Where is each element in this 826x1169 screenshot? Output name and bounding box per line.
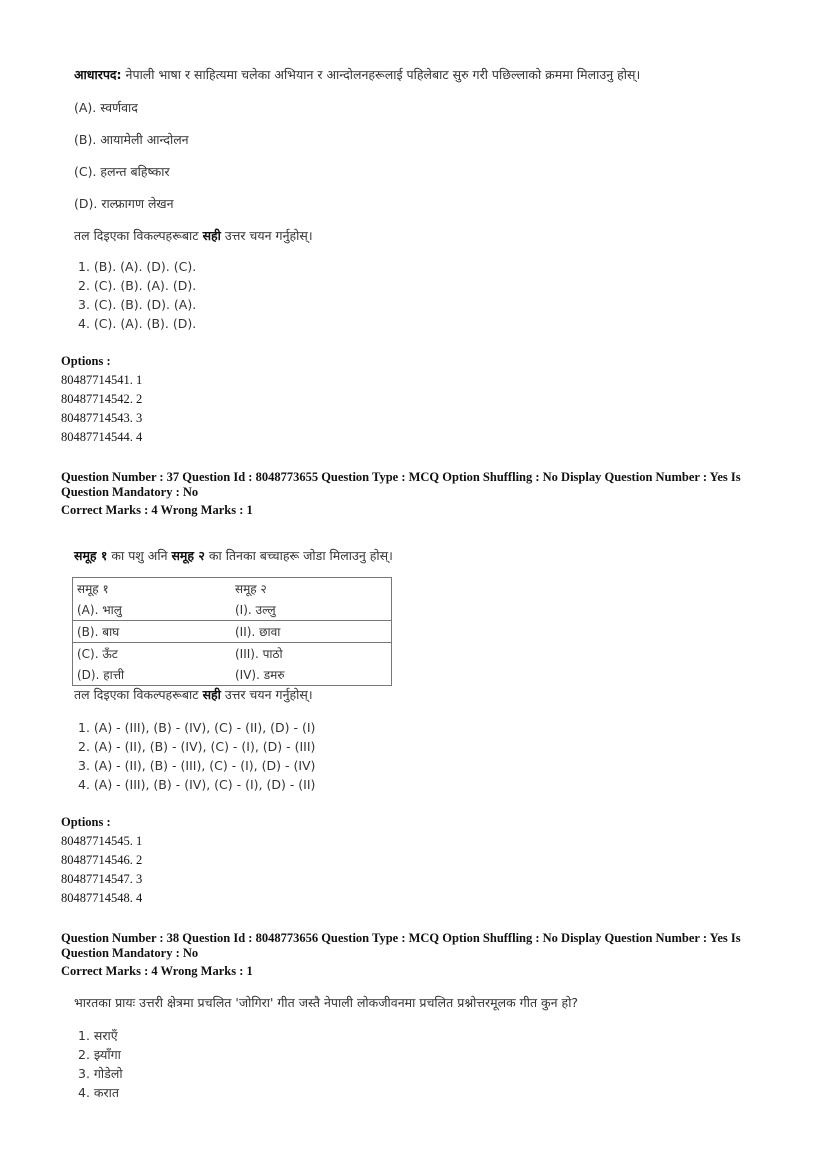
q37-stem-text2: का तिनका बच्चाहरू जोडा मिलाउनु होस्। (204, 548, 393, 563)
q36-stem-text: नेपाली भाषा र साहित्यमा चलेका अभियान र आन्दोलनहरूलाई पहिलेबाट सुरु गरी पछिल्लाको क्रममा मिलाउनु होस्। (121, 67, 641, 82)
q38-meta-line2: Question Mandatory : No (61, 946, 199, 960)
q36-choice-1: 1. (B). (A). (D). (C). (78, 259, 197, 274)
q37-table-head-col1: समूह १ (77, 582, 109, 596)
q36-stem (74, 66, 640, 83)
q37-table-head (73, 578, 392, 600)
q36-options-label: Options : (61, 354, 111, 368)
q38-choice-1: 1. सराएँ (78, 1028, 118, 1043)
q37-meta (61, 470, 761, 518)
q36-option-id-3: 80487714543. 3 (61, 411, 143, 425)
q36-item-c: (C). हलन्त बहिष्कार (74, 164, 170, 179)
q37-options (61, 813, 142, 908)
q37-table-cell: (C). ऊँट (77, 647, 118, 661)
q37-choice-2: 2. (A) - (II), (B) - (IV), (C) - (I), (D) - (III) (78, 739, 316, 754)
q37-table-cell: (IV). डमरु (235, 668, 285, 682)
q37-option-id-1: 80487714545. 1 (61, 834, 143, 848)
q37-option-id-3: 80487714547. 3 (61, 872, 143, 886)
q38-choice-2: 2. झ्याँगा (78, 1047, 121, 1062)
q37-choice-3: 3. (A) - (II), (B) - (III), (C) - (I), (D) - (IV) (78, 758, 316, 773)
q37-stem (74, 547, 393, 564)
q36-stem-prefix: आधारपद: (74, 67, 122, 82)
q38-choices (78, 1026, 123, 1102)
q37-table-cell: (D). हात्ती (77, 668, 125, 682)
q37-table-cell: (I). उल्लु (231, 599, 392, 621)
q37-table-row (73, 599, 392, 621)
q37-instruction (74, 686, 313, 703)
q37-option-id-2: 80487714546. 2 (61, 853, 143, 867)
q37-stem-bold1: समूह १ (74, 548, 108, 563)
q36-option-id-1: 80487714541. 1 (61, 373, 143, 387)
q37-options-label: Options : (61, 815, 111, 829)
q36-choice-2: 2. (C). (B). (A). (D). (78, 278, 197, 293)
q38-choice-4: 4. करात (78, 1085, 119, 1100)
q37-instr-post: उत्तर चयन गर्नुहोस्। (220, 687, 313, 702)
q37-meta-line2: Question Mandatory : No (61, 485, 199, 499)
q36-choice-4: 4. (C). (A). (B). (D). (78, 316, 197, 331)
q37-table-row (73, 643, 392, 665)
q37-stem-text1: का पशु अनि (107, 548, 172, 563)
q36-item-d: (D). राल्फ्रागण लेखन (74, 196, 174, 211)
q36-option-id-4: 80487714544. 4 (61, 430, 143, 444)
q38-stem: भारतका प्रायः उत्तरी क्षेत्रमा प्रचलित 'जोगिरा' गीत जस्तै नेपाली लोकजीवनमा प्रचलित प्रश्नोत्तरमूलक गीत कुन हो? (74, 995, 579, 1010)
q37-match-table (72, 577, 392, 686)
q37-meta-line1: Question Number : 37 Question Id : 8048773655 Question Type : MCQ Option Shuffling : No Display Question Number : Yes Is (61, 470, 741, 484)
q37-stem-bold2: समूह २ (171, 548, 205, 563)
q36-choices (78, 257, 196, 333)
q36-item-b: (B). आयामेली आन्दोलन (74, 132, 189, 147)
q37-option-id-4: 80487714548. 4 (61, 891, 143, 905)
q36-item-a: (A). स्वर्णवाद (74, 100, 138, 115)
q37-instr-pre: तल दिइएका विकल्पहरूबाट (74, 687, 203, 702)
q37-table-head-col2: समूह २ (235, 582, 267, 596)
q37-instr-bold: सही (202, 687, 221, 702)
q37-table-row (73, 664, 392, 686)
q37-choice-1: 1. (A) - (III), (B) - (IV), (C) - (II), (D) - (I) (78, 720, 316, 735)
q36-options (61, 352, 142, 447)
q37-marks: Correct Marks : 4 Wrong Marks : 1 (61, 503, 253, 517)
q37-choice-4: 4. (A) - (III), (B) - (IV), (C) - (I), (D) - (II) (78, 777, 316, 792)
q37-table-cell: (II). छावा (231, 621, 392, 643)
q37-table-row (73, 621, 392, 643)
q36-choice-3: 3. (C). (B). (D). (A). (78, 297, 197, 312)
q37-table-cell: (A). भालु (73, 599, 232, 621)
q38-marks: Correct Marks : 4 Wrong Marks : 1 (61, 964, 253, 978)
q38-choice-3: 3. गोडेलो (78, 1066, 123, 1081)
q37-table-cell: (III). पाठो (235, 647, 283, 661)
q38-meta (61, 931, 761, 979)
q37-table-cell: (B). बाघ (73, 621, 232, 643)
q36-instr-post: उत्तर चयन गर्नुहोस्। (220, 228, 313, 243)
q36-instr-bold: सही (202, 228, 221, 243)
q38-meta-line1: Question Number : 38 Question Id : 8048773656 Question Type : MCQ Option Shuffling : No Display Question Number : Yes Is (61, 931, 741, 945)
q36-instruction (74, 227, 313, 244)
q37-choices (78, 718, 315, 794)
q36-option-id-2: 80487714542. 2 (61, 392, 143, 406)
q36-instr-pre: तल दिइएका विकल्पहरूबाट (74, 228, 203, 243)
